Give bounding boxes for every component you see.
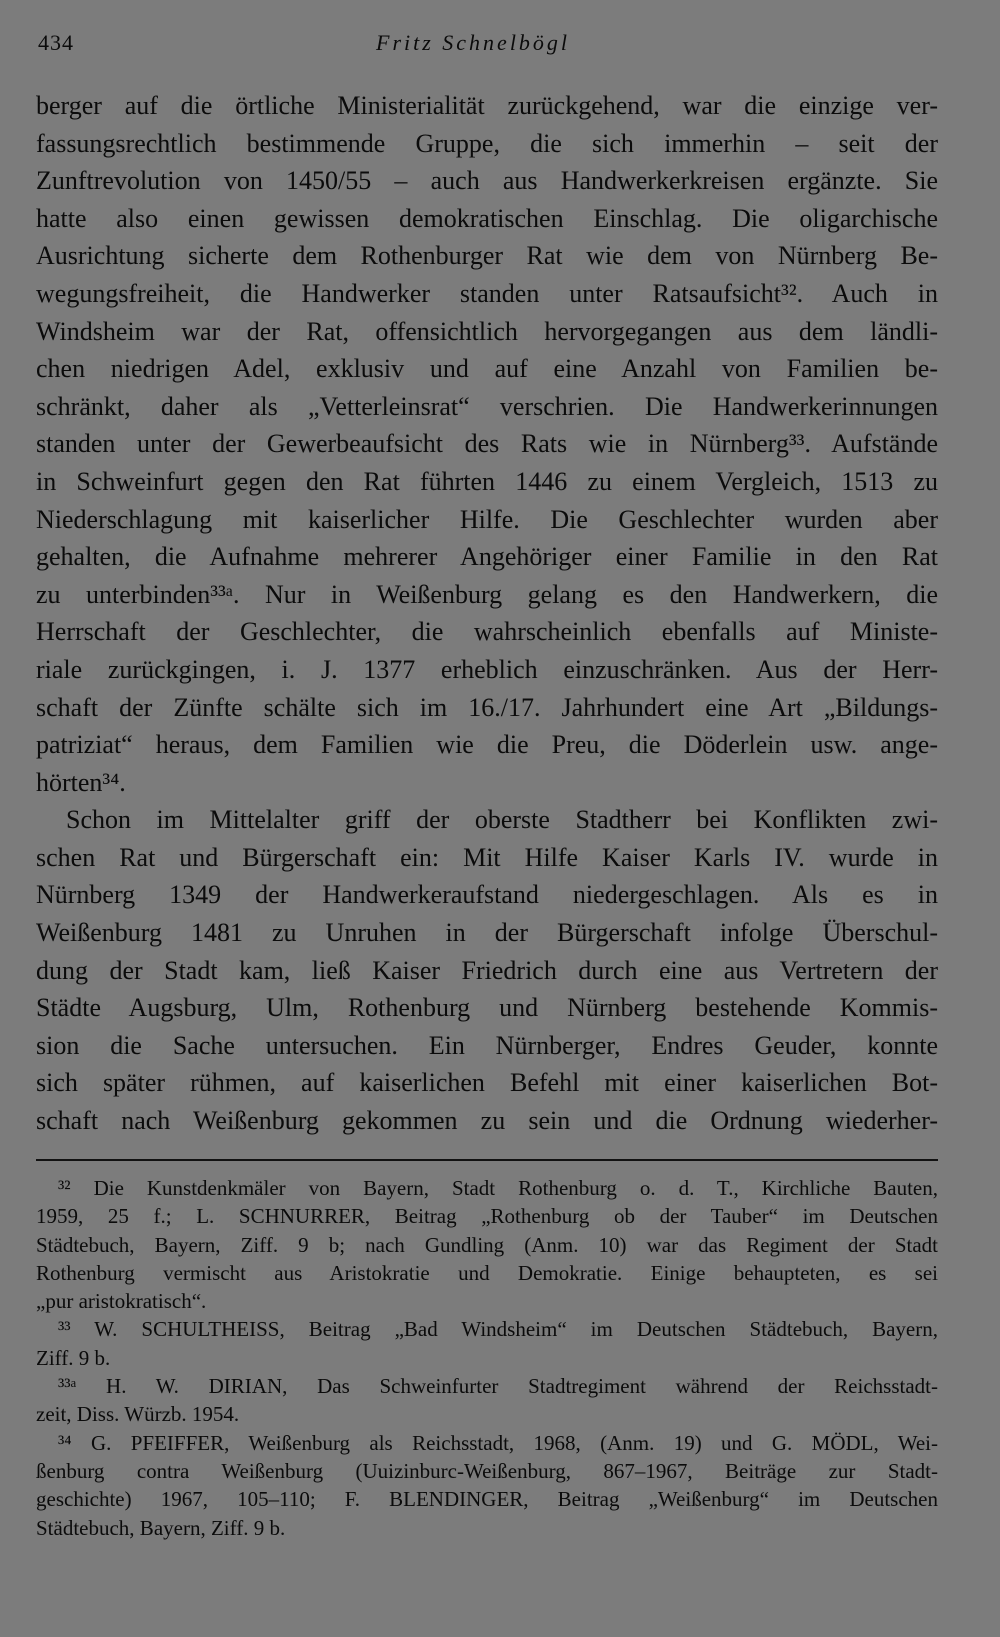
- body-line: Ausrichtung sicherte dem Rothenburger Rat wie dem von Nürnberg Be-: [36, 241, 938, 271]
- body-line: hatte also einen gewissen demokratischen Einschlag. Die oligarchische: [36, 203, 938, 233]
- footnote-line: Ziff. 9 b.: [36, 1345, 111, 1370]
- body-line: schaft nach Weißenburg gekommen zu sein und die Ordnung wiederher-: [36, 1106, 938, 1136]
- body-line: Schon im Mittelalter griff der oberste Stadtherr bei Konflikten zwi-: [66, 805, 938, 835]
- body-line: Zunftrevolution von 1450/55 – auch aus Handwerkerkreisen ergänzte. Sie: [36, 166, 938, 196]
- body-line: wegungsfreiheit, die Handwerker standen unter Ratsaufsicht³². Auch in: [36, 278, 938, 308]
- body-line: standen unter der Gewerbeaufsicht des Rats wie in Nürnberg³³. Aufstände: [36, 429, 938, 459]
- running-head: Fritz Schnelbögl: [376, 30, 571, 55]
- footnote-line: zeit, Diss. Würzb. 1954.: [36, 1402, 240, 1427]
- body-line: gehalten, die Aufnahme mehrerer Angehöriger einer Familie in den Rat: [36, 542, 938, 572]
- body-line: riale zurückgingen, i. J. 1377 erheblich einzuschränken. Aus der Herr-: [36, 654, 938, 684]
- body-line: Weißenburg 1481 zu Unruhen in der Bürgerschaft infolge Überschul-: [36, 918, 938, 948]
- main-text: [36, 87, 938, 1140]
- page-number: 434: [38, 30, 74, 55]
- footnote-line: ßenburg contra Weißenburg (Uuizinburc-Weißenburg, 867–1967, Beiträge zur Stadt-: [36, 1458, 938, 1483]
- body-line: in Schweinfurt gegen den Rat führten 1446 zu einem Vergleich, 1513 zu: [36, 466, 938, 496]
- footnote-line: Städtebuch, Bayern, Ziff. 9 b.: [36, 1515, 286, 1540]
- body-line: sion die Sache untersuchen. Ein Nürnberger, Endres Geuder, konnte: [36, 1030, 938, 1060]
- body-line: schränkt, daher als „Vetterleinsrat“ verschrien. Die Handwerkerinnungen: [36, 391, 938, 421]
- footnote-line: Rothenburg vermischt aus Aristokratie und Demokratie. Einige behaupteten, es sei: [36, 1260, 938, 1285]
- footnote-line: „pur aristokratisch“.: [36, 1289, 207, 1314]
- body-line: zu unterbinden³³ᵃ. Nur in Weißenburg gelang es den Handwerkern, die: [36, 579, 938, 609]
- footnote-line: 1959, 25 f.; L. SCHNURRER, Beitrag „Rothenburg ob der Tauber“ im Deutschen: [36, 1204, 938, 1229]
- body-line: patriziat“ heraus, dem Familien wie die Preu, die Döderlein usw. ange-: [36, 730, 938, 760]
- body-line: Niederschlagung mit kaiserlicher Hilfe. Die Geschlechter wurden aber: [36, 504, 938, 534]
- body-line: hörten³⁴.: [36, 767, 126, 797]
- footnote-divider: [36, 1159, 938, 1161]
- body-line: Herrschaft der Geschlechter, die wahrscheinlich ebenfalls auf Ministe-: [36, 617, 938, 647]
- body-line: sich später rühmen, auf kaiserlichen Befehl mit einer kaiserlichen Bot-: [36, 1068, 938, 1098]
- page-header: [38, 30, 940, 64]
- body-line: Windsheim war der Rat, offensichtlich hervorgegangen aus dem ländli-: [36, 316, 938, 346]
- body-line: schen Rat und Bürgerschaft ein: Mit Hilfe Kaiser Karls IV. wurde in: [36, 842, 938, 872]
- body-line: schaft der Zünfte schälte sich im 16./17. Jahrhundert eine Art „Bildungs-: [36, 692, 938, 722]
- body-line: fassungsrechtlich bestimmende Gruppe, die sich immerhin – seit der: [36, 128, 938, 158]
- body-line: chen niedrigen Adel, exklusiv und auf eine Anzahl von Familien be-: [36, 354, 938, 384]
- footnote-line: ³³ W. SCHULTHEISS, Beitrag „Bad Windsheim“ im Deutschen Städtebuch, Bayern,: [58, 1317, 938, 1342]
- body-line: Städte Augsburg, Ulm, Rothenburg und Nürnberg bestehende Kommis-: [36, 993, 938, 1023]
- body-line: Nürnberg 1349 der Handwerkeraufstand niedergeschlagen. Als es in: [36, 880, 938, 910]
- footnote-line: geschichte) 1967, 105–110; F. BLENDINGER, Beitrag „Weißenburg“ im Deutschen: [36, 1487, 938, 1512]
- footnote-line: ³² Die Kunstdenkmäler von Bayern, Stadt Rothenburg o. d. T., Kirchliche Bauten,: [58, 1176, 938, 1200]
- footnote-line: ³³ᵃ H. W. DIRIAN, Das Schweinfurter Stadtregiment während der Reichsstadt-: [58, 1374, 938, 1399]
- footnote-line: Städtebuch, Bayern, Ziff. 9 b; nach Gundling (Anm. 10) war das Regiment der Stadt: [36, 1232, 938, 1257]
- body-line: berger auf die örtliche Ministerialität zurückgehend, war die einzige ver-: [36, 91, 938, 120]
- body-line: dung der Stadt kam, ließ Kaiser Friedrich durch eine aus Vertretern der: [36, 955, 938, 985]
- footnotes: [36, 1174, 938, 1542]
- footnote-line: ³⁴ G. PFEIFFER, Weißenburg als Reichsstadt, 1968, (Anm. 19) und G. MÖDL, Wei-: [58, 1430, 938, 1455]
